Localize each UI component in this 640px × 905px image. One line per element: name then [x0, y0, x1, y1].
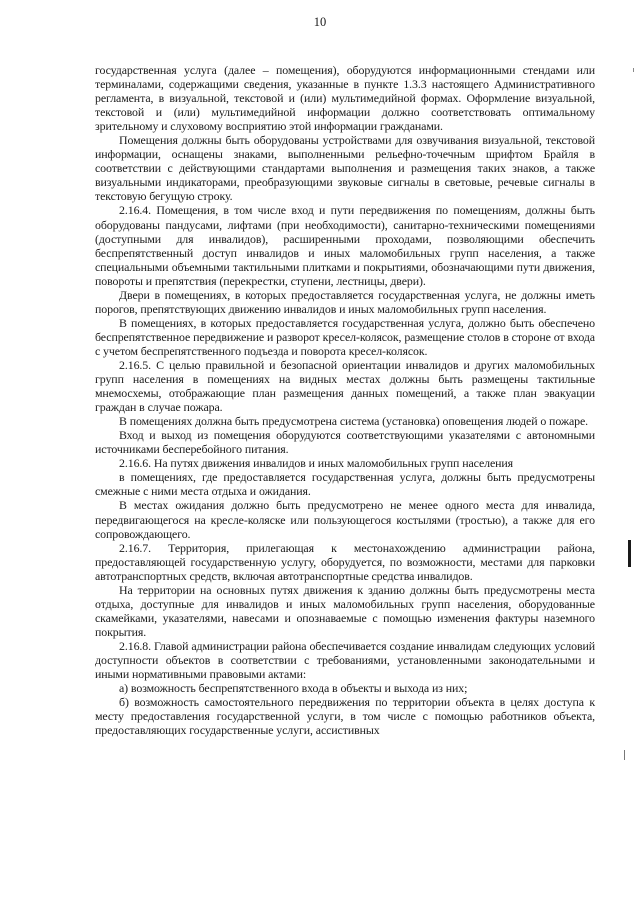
paragraph-waiting-places: В местах ожидания должно быть предусмотрено не менее одного места для инвалида, передвигающегося на кресле-коляске или пользующегося костылями (тростью), а также для его сопровождающего. — [95, 498, 595, 541]
paragraph-doors: Двери в помещениях, в которых предоставляется государственная услуга, не должны иметь порогов, препятствующих движению инвалидов и иных маломобильных групп населения. — [95, 287, 595, 316]
paragraph-2-16-8: 2.16.8. Главой администрации района обеспечивается создание инвалидам следующих условий доступности объектов в соответствии с требованиями, установленными законодательными и иными нормативными правовыми актами: — [95, 638, 595, 682]
list-item-a: а) возможность беспрепятственного входа в объекты и выхода из них; — [119, 681, 468, 696]
paragraph-continuation: государственная услуга (далее – помещения), оборудуются информационными стендами или терминалами, содержащими сведения, указанные в пункте 1.3.3 настоящего Административного регламента, в визуальной, текстовой и (или) мультимедийной формах. Оформление визуальной, текстовой и (или) мультимедийной информации должно соответствовать оптимальному зрительному и слуховому восприятию этой информации гражданами. — [95, 63, 595, 134]
paragraph-rest-places: в помещениях, где предоставляется государственная услуга, должны быть предусмотрены смежные с ними места отдыха и ожидания. — [95, 470, 595, 499]
scan-margin-mark — [628, 540, 631, 567]
paragraph-braille-equipment: Помещения должны быть оборудованы устройствами для озвучивания визуальной, текстовой информации, оснащены знаками, выполненными рельефно-точечным шрифтом Брайля в соответствии с действующими стандартами выполнения и размещения таких знаков, а также визуальными индикаторами, преобразующими звуковые сигналы в световые, речевые сигналы в текстовую бегущую строку. — [95, 133, 595, 204]
scan-margin-mark — [624, 750, 625, 760]
page-number: 10 — [313, 15, 327, 29]
paragraph-wheelchairs: В помещениях, в которых предоставляется государственная услуга, должно быть обеспечено беспрепятственное передвижение и разворот кресел-колясок, размещение столов в стороне от входа с учетом беспрепятственного подъезда и поворота кресел-колясок. — [95, 315, 595, 358]
paragraph-entrance-exit: Вход и выход из помещения оборудуются соответствующими указателями с автономными источниками бесперебойного питания. — [95, 428, 595, 457]
paragraph-2-16-5: 2.16.5. С целью правильной и безопасной ориентации инвалидов и других маломобильных групп населения в помещениях на видных местах должны быть размещены тактильные мнемосхемы, отображающие план размещения данных помещений, а также план эвакуации граждан в случае пожара. — [95, 357, 595, 415]
paragraph-2-16-4: 2.16.4. Помещения, в том числе вход и пути передвижения по помещениям, должны быть оборудованы пандусами, лифтами (при необходимости), санитарно-техническими помещениями (доступными для инвалидов), расширенными проходами, позволяющими обеспечить беспрепятственный доступ инвалидов и иных маломобильных групп населения, а также специальными объемными тактильными плитками и покрытиями, обозначающими пути движения, повороты и препятствия (перекрестки, ступени, лестницы, двери). — [95, 203, 595, 288]
paragraph-territory: На территории на основных путях движения к зданию должны быть предусмотрены места отдыха, доступные для инвалидов и иных маломобильных групп населения, оборудованные скамейками, указателями, навесами и опознаваемые с помощью изменения фактуры наземного покрытия. — [95, 582, 595, 639]
paragraph-2-16-6: 2.16.6. На путях движения инвалидов и иных маломобильных групп населения — [119, 456, 514, 471]
body-text — [95, 63, 595, 737]
paragraph-2-16-7: 2.16.7. Территория, прилегающая к местонахождению администрации района, предоставляющей государственную услугу, оборудуется, по возможности, местами для парковки автотранспортных средств, включая автотранспортные средства инвалидов. — [95, 540, 595, 583]
list-item-b: б) возможность самостоятельного передвижения по территории объекта в целях доступа к месту предоставления государственной услуги, в том числе с помощью работников объекта, предоставляющих государственные услуги, ассистивных — [95, 695, 595, 738]
paragraph-fire-alarm: В помещениях должна быть предусмотрена система (установка) оповещения людей о пожаре. — [119, 414, 589, 429]
scan-margin-mark — [633, 68, 634, 72]
